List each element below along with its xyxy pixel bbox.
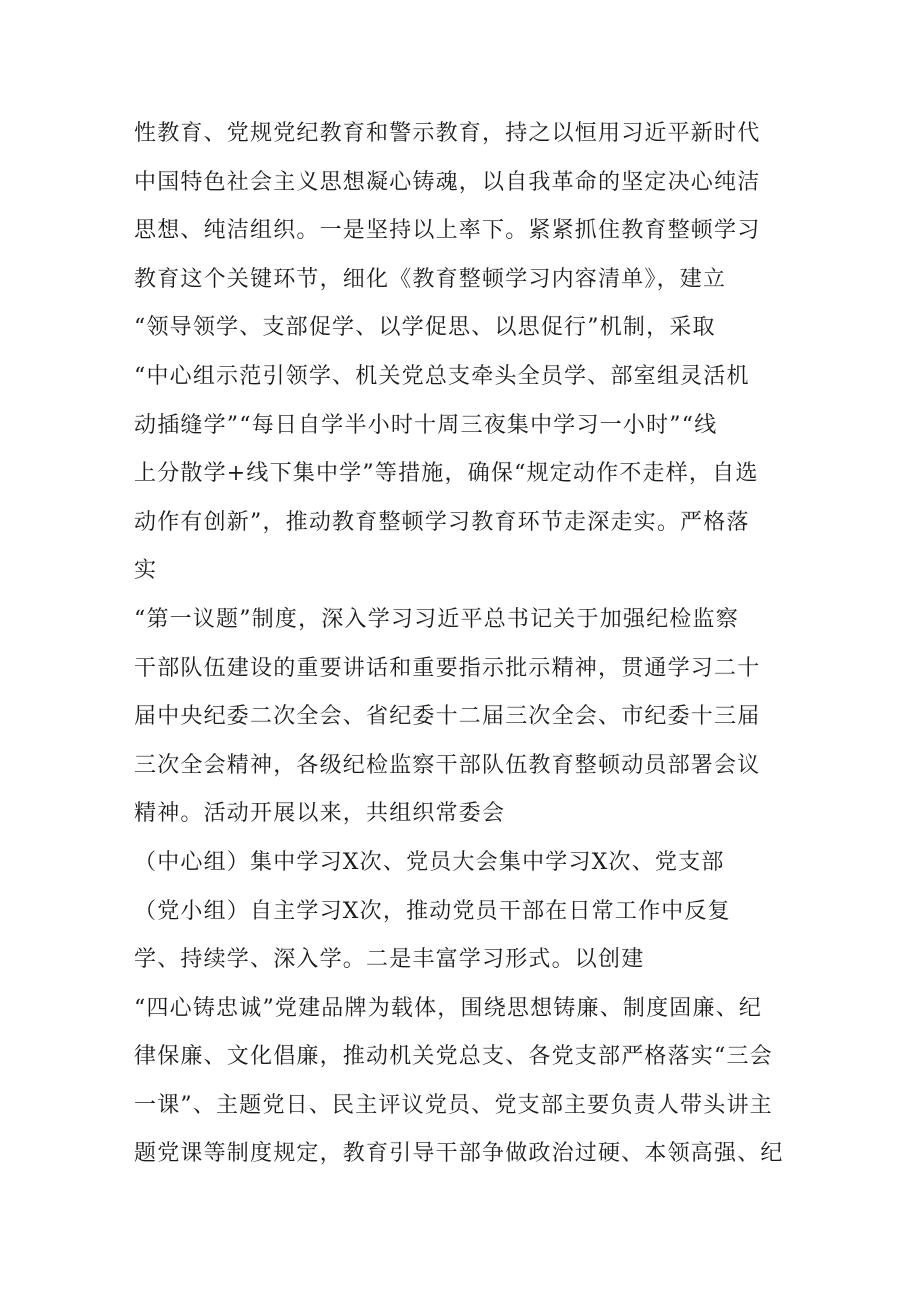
text-line: 学、持续学、深入学。二是丰富学习形式。以创建 (134, 947, 645, 973)
text-line: 思想、纯洁组织。一是坚持以上率下。紧紧抓住教育整顿学习 (134, 218, 761, 244)
text-line: 性教育、党规党纪教育和警示教育，持之以恒用习近平新时代 (134, 121, 761, 146)
text-line: （中心组）集中学习X次、党员大会集中学习X次、党支部 (134, 849, 725, 875)
text-line: 教育这个关键环节，细化《教育整顿学习内容清单》，建立 (134, 266, 727, 292)
text-line: 届中央纪委二次全会、省纪委十二届三次全会、市纪委十三届 (134, 704, 761, 730)
text-line: “领导领学、支部促学、以学促思、以思促行”机制，采取 (134, 315, 716, 341)
text-line: 实 (134, 558, 158, 584)
text-line: 动作有创新”，推动教育整顿学习教育环节走深走实。严格落 (134, 509, 750, 535)
text-line: “中心组示范引领学、机关党总支牵头全员学、部室组灵活机 (134, 363, 750, 389)
text-line: 题党课等制度规定，教育引导干部争做政治过硬、本领高强、纪 (134, 1141, 784, 1167)
text-line: “第一议题”制度，深入学习习近平总书记关于加强纪检监察 (134, 606, 739, 632)
text-line: “四心铸忠诚”党建品牌为载体，围绕思想铸廉、制度固廉、纪 (134, 995, 763, 1021)
text-line: 精神。活动开展以来，共组织常委会 (134, 801, 506, 827)
body-text (134, 110, 794, 1179)
text-line: 上分散学+线下集中学”等措施，确保“规定动作不走样，自选 (134, 461, 759, 487)
text-line: 一课”、主题党日、民主评议党员、党支部主要负责人带头讲主 (134, 1092, 773, 1118)
text-line: 三次全会精神，各级纪检监察干部队伍教育整顿动员部署会议 (134, 752, 761, 778)
text-line: 律保廉、文化倡廉，推动机关党总支、各党支部严格落实“三会 (134, 1044, 773, 1070)
text-line: 干部队伍建设的重要讲话和重要指示批示精神，贯通学习二十 (134, 655, 761, 681)
text-line: 中国特色社会主义思想凝心铸魂，以自我革命的坚定决心纯洁 (134, 169, 761, 195)
text-line: 动插缝学”“每日自学半小时十周三夜集中学习一小时”“线 (134, 412, 718, 438)
text-line: （党小组）自主学习X次，推动党员干部在日常工作中反复 (134, 898, 731, 924)
